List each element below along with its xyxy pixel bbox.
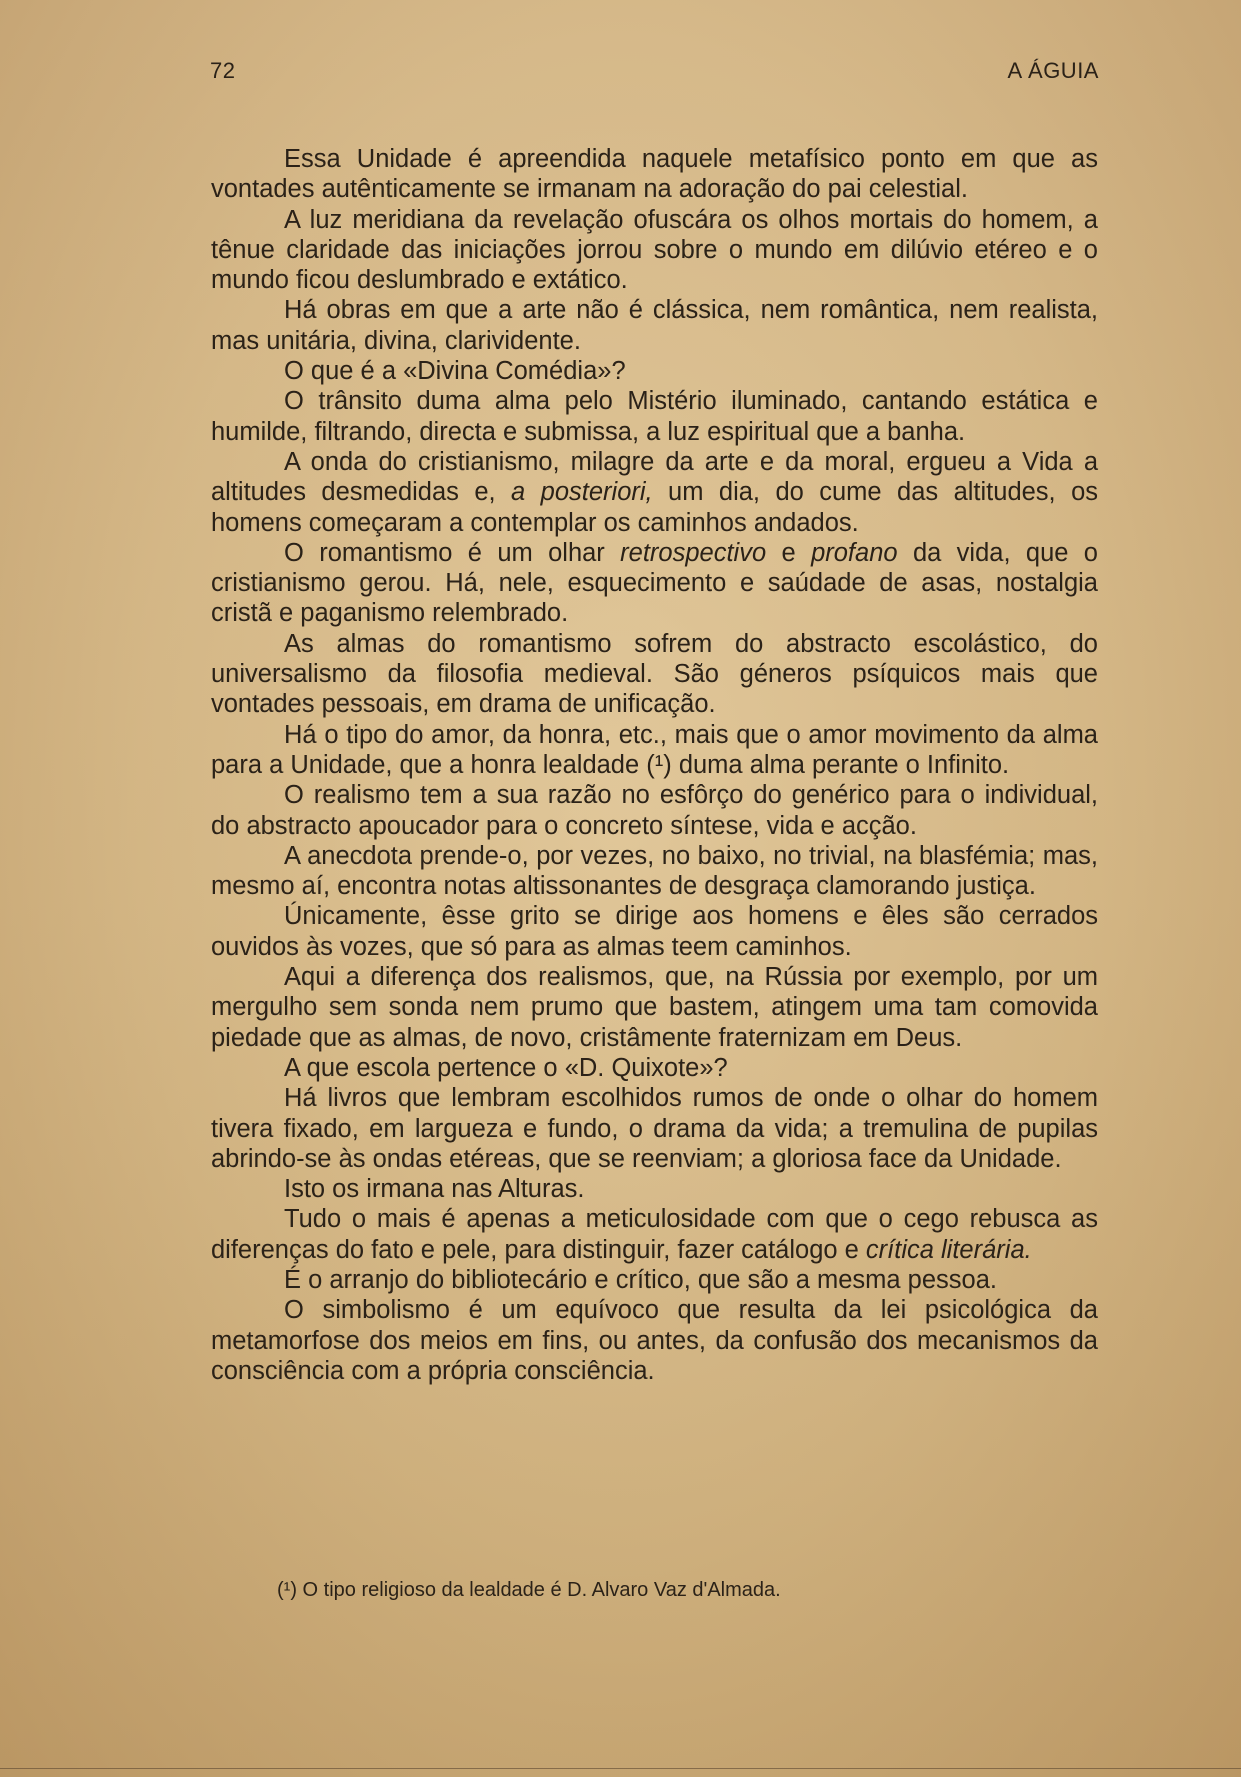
paragraph — [211, 780, 1098, 841]
paragraph — [211, 386, 1098, 447]
bottom-rule — [0, 1768, 1241, 1769]
paragraph — [211, 720, 1098, 781]
footnote-text: O tipo religioso da lealdade é D. Alvaro Vaz d'Almada. — [302, 1579, 781, 1601]
paragraph — [211, 901, 1098, 962]
paragraph — [211, 1295, 1098, 1386]
paragraph — [211, 962, 1098, 1053]
paragraph-text: Aqui a diferença dos realismos, que, na Rússia por exemplo, por um mergulho sem sonda nem prumo que bastem, atingem uma tam comovida piedade que as almas, de novo, cristâmente fraternizam em Deus. — [211, 963, 1098, 1052]
paragraph — [211, 1204, 1098, 1265]
paragraph-text: O que é a «Divina Comédia»? — [284, 357, 626, 386]
paragraph — [211, 1053, 1098, 1083]
paragraph-text: Há livros que lembram escolhidos rumos de onde o olhar do homem tivera fixado, em largueza e fundo, o drama da vida; a tremulina de pupilas abrindo-se às ondas etéreas, que se reenviam; a gloriosa face da Unidade. — [211, 1084, 1098, 1173]
paragraph-text: A que escola pertence o «D. Quixote»? — [284, 1053, 728, 1082]
paragraph — [211, 538, 1098, 629]
paragraph-text: As almas do romantismo sofrem do abstracto escolástico, do universalismo da filosofia medieval. São géneros psíquicos mais que vontades pessoais, em drama de unificação. — [211, 629, 1098, 719]
paragraph-text: Únicamente, êsse grito se dirige aos homens e êles são cerrados ouvidos às vozes, que só para as almas teem caminhos. — [211, 902, 1098, 961]
paragraph-text: O trânsito duma alma pelo Mistério iluminado, cantando estática e humilde, filtrando, directa e submissa, a luz espiritual que a banha. — [211, 387, 1098, 446]
paragraph — [211, 295, 1098, 356]
paragraph-text: A onda do cristianismo, milagre da arte e da moral, ergueu a Vida a altitudes desmedidas e, — [211, 447, 1098, 507]
italic-text: retrospectivo — [620, 538, 767, 567]
italic-text: crítica literária. — [865, 1235, 1032, 1264]
paragraph-text: A luz meridiana da revelação ofuscára os olhos mortais do homem, a tênue claridade das iniciações jorrou sobre o mundo em dilúvio etéreo e o mundo ficou deslumbrado e extático. — [211, 205, 1098, 295]
paragraph — [211, 144, 1098, 205]
italic-text: a posteriori, — [511, 478, 653, 507]
footnote-marker: (¹) — [277, 1579, 297, 1601]
body-text — [211, 144, 1098, 1386]
page-header — [210, 58, 1099, 88]
paragraph-text: É o arranjo do bibliotecário e crítico, que são a mesma pessoa. — [284, 1265, 997, 1294]
paragraph — [211, 447, 1098, 538]
paragraph-text: O simbolismo é um equívoco que resulta da lei psicológica da metamorfose dos meios em fins, ou antes, da confusão dos mecanismos da consciência com a própria consciência. — [211, 1296, 1098, 1385]
paragraph — [211, 1265, 1098, 1295]
paragraph — [211, 629, 1098, 720]
footnote — [277, 1577, 1077, 1603]
paragraph-text: O romantismo é um olhar — [284, 538, 621, 567]
italic-text: profano — [811, 538, 898, 567]
paragraph-text: e — [766, 538, 812, 567]
paragraph — [211, 205, 1098, 296]
paragraph-text: Há obras em que a arte não é clássica, nem romântica, nem realista, mas unitária, divina, clarividente. — [211, 296, 1098, 355]
paragraph-text: O realismo tem a sua razão no esfôrço do genérico para o individual, do abstracto apoucador para o concreto síntese, vida e acção. — [211, 781, 1098, 840]
paragraph-text: Essa Unidade é apreendida naquele metafísico ponto em que as vontades autênticamente se irmanam na adoração do pai celestial. — [211, 145, 1098, 204]
paragraph-text: da vida, que o cristianismo gerou. Há, nele, esquecimento e saúdade de asas, nostalgia cristã e paganismo relembrado. — [211, 538, 1098, 628]
paragraph — [211, 1083, 1098, 1174]
paragraph-text: A anecdota prende-o, por vezes, no baixo, no trivial, na blasfémia; mas, mesmo aí, encontra notas altissonantes de desgraça clamorando justiça. — [211, 841, 1098, 901]
paragraph — [211, 356, 1098, 386]
paragraph — [211, 1174, 1098, 1204]
page-number: 72 — [210, 58, 236, 83]
paragraph-text: Tudo o mais é apenas a meticulosidade com que o cego rebusca as diferenças do fato e pele, para distinguir, fazer catálogo e — [211, 1205, 1098, 1264]
paragraph-text: Isto os irmana nas Alturas. — [284, 1175, 585, 1204]
running-head: A ÁGUIA — [1007, 58, 1099, 83]
paragraph — [211, 841, 1098, 902]
paragraph-text: um dia, do cume das altitudes, os homens começaram a contemplar os caminhos andados. — [211, 478, 1098, 537]
paragraph-text: Há o tipo do amor, da honra, etc., mais que o amor movimento da alma para a Unidade, que a honra lealdade (¹) duma alma perante o Infinito. — [211, 720, 1098, 779]
